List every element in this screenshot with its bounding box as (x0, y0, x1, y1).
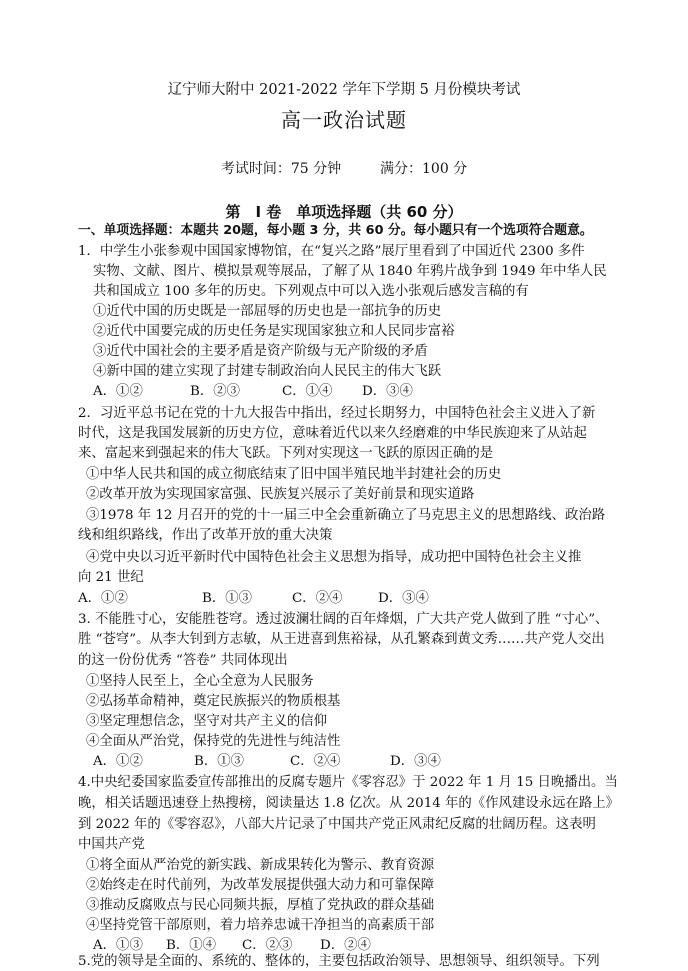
q2-item: 线和组织路线，作出了改革开放的重大决策 (78, 528, 333, 543)
q3-option-d: D．③④ (390, 754, 441, 769)
q1-option-b: B．②③ (190, 384, 241, 399)
q1-item: ④新中国的建立实现了封建专制政治向人民民主的伟大飞跃 (93, 364, 442, 379)
q3-option-c: C．②④ (290, 754, 341, 769)
exam-time: 考试时间：75 分钟 (220, 161, 342, 177)
q2-option-c: C．②④ (292, 591, 343, 606)
q4-option-a: A．①③ (93, 938, 143, 953)
q1-stem-line: 1．中学生小张参观中国国家博物馆，在“复兴之路”展厅里看到了中国近代 2300 多件 (78, 244, 585, 259)
q1-option-d: D．③④ (362, 384, 413, 399)
q2-item: 向 21 世纪 (78, 570, 144, 585)
q4-stem-line: 晚，相关话题迅速登上热搜榜，阅读量达 1.8 亿次。从 2014 年的《作风建设永远在路上》 (78, 796, 620, 811)
section-title: 第 Ⅰ 卷 单项选择题（共 60 分） (225, 203, 463, 221)
q3-stem-line: 胜 “苍穹”。从李大钊到方志敏，从王进喜到焦裕禄，从孔繁森到黄文秀……共产党人交出 (78, 632, 605, 647)
exam-meta (0, 158, 688, 178)
q4-item: ④坚持党管干部原则，着力培养忠诚干净担当的高素质干部 (86, 918, 435, 933)
q2-item: ④党中央以习近平新时代中国特色社会主义思想为指导，成功把中国特色社会主义推 (86, 550, 582, 565)
exam-title: 高一政治试题 (281, 108, 407, 132)
q4-stem-line: 中国共产党 (78, 837, 145, 852)
q2-item: ②改革开放为实现国家富强、民族复兴展示了美好前景和现实道路 (86, 487, 475, 502)
q3-options (93, 753, 441, 771)
q3-item: ③坚定理想信念，坚守对共产主义的信仰 (86, 714, 328, 729)
q3-item: ①坚持人民至上，全心全意为人民服务 (86, 674, 314, 689)
q3-option-a: A．①② (93, 754, 143, 769)
q4-option-c: C．②③ (242, 938, 293, 953)
q2-option-a: A．①② (78, 591, 128, 606)
q2-options (78, 590, 429, 608)
q4-item: ③推动反腐败点与民心同频共振，厚植了党执政的群众基础 (86, 898, 435, 913)
q4-item: ②始终走在时代前列，为改革发展提供强大动力和可靠保障 (86, 878, 435, 893)
q2-stem-line: 来、富起来到强起来的伟大飞跃。下列对实现这一飞跃的原因正确的是 (78, 446, 494, 461)
q2-stem-line: 2．习近平总书记在党的十九大报告中指出，经过长期努力，中国特色社会主义进入了新 (78, 406, 596, 421)
q3-stem-line: 的这一份份优秀 “答卷” 共同体现出 (78, 653, 288, 668)
section-instruction: 一、单项选择题：本题共 20题，每小题 3 分，共 60 分。每小题只有一个选项符合题意。 (78, 223, 593, 238)
q1-option-c: C．①④ (282, 384, 333, 399)
q3-item: ④全面从严治党，保持党的先进性与纯洁性 (86, 734, 341, 749)
q2-stem-line: 时代，这是我国发展新的历史方位，意味着近代以来久经磨难的中华民族迎来了从站起 (78, 426, 587, 441)
q4-stem-line: 到 2022 年的《零容忍》，八部大片记录了中国共产党正风肃纪反腐的壮阔历程。这表明 (78, 817, 596, 832)
exam-full-score: 满分：100 分 (380, 161, 468, 177)
q3-item: ②弘扬革命精神，奠定民族振兴的物质根基 (86, 694, 341, 709)
q4-option-d: D．②④ (320, 938, 371, 953)
q2-option-b: B．①③ (202, 591, 253, 606)
q2-item: ③1978 年 12 月召开的党的十一届三中全会重新确立了马克思主义的思想路线、政治路 (86, 508, 606, 523)
q1-item: ②近代中国要完成的历史任务是实现国家独立和人民同步富裕 (93, 324, 455, 339)
q5-stem-line: 5.党的领导是全面的、系统的、整体的，主要包括政治领导、思想领导、组织领导。下列 (78, 954, 600, 969)
q4-option-b: B．①④ (166, 938, 217, 953)
q4-item: ①将全面从严治党的新实践、新成果转化为警示、教育资源 (86, 858, 435, 873)
q2-item: ①中华人民共和国的成立彻底结束了旧中国半殖民地半封建社会的历史 (86, 467, 502, 482)
q1-item: ①近代中国的历史既是一部屈辱的历史也是一部抗争的历史 (93, 304, 442, 319)
q3-stem-line: 3. 不能胜寸心，安能胜苍穹。透过波澜壮阔的百年烽烟，广大共产党人做到了胜 “寸心”、 (78, 612, 609, 627)
q1-option-a: A．①② (93, 384, 143, 399)
q2-option-d: D．③④ (378, 591, 429, 606)
school-exam-line: 辽宁师大附中 2021-2022 学年下学期 5 月份模块考试 (167, 82, 521, 98)
q3-option-b: B．①③ (194, 754, 245, 769)
q1-item: ③近代中国社会的主要矛盾是资产阶级与无产阶级的矛盾 (93, 344, 428, 359)
q1-options (93, 383, 413, 401)
q4-stem-line: 4.中央纪委国家监委宣传部推出的反腐专题片《零容忍》于 2022 年 1 月 15 日晚播出。当 (78, 775, 618, 790)
q1-stem-line: 实物、文献、图片、模拟景观等展品，了解了从 1840 年鸦片战争到 1949 年中华人民 (93, 264, 607, 279)
q1-stem-line: 共和国成立 100 多年的历史。下列观点中可以入选小张观后感发言稿的有 (93, 284, 529, 299)
